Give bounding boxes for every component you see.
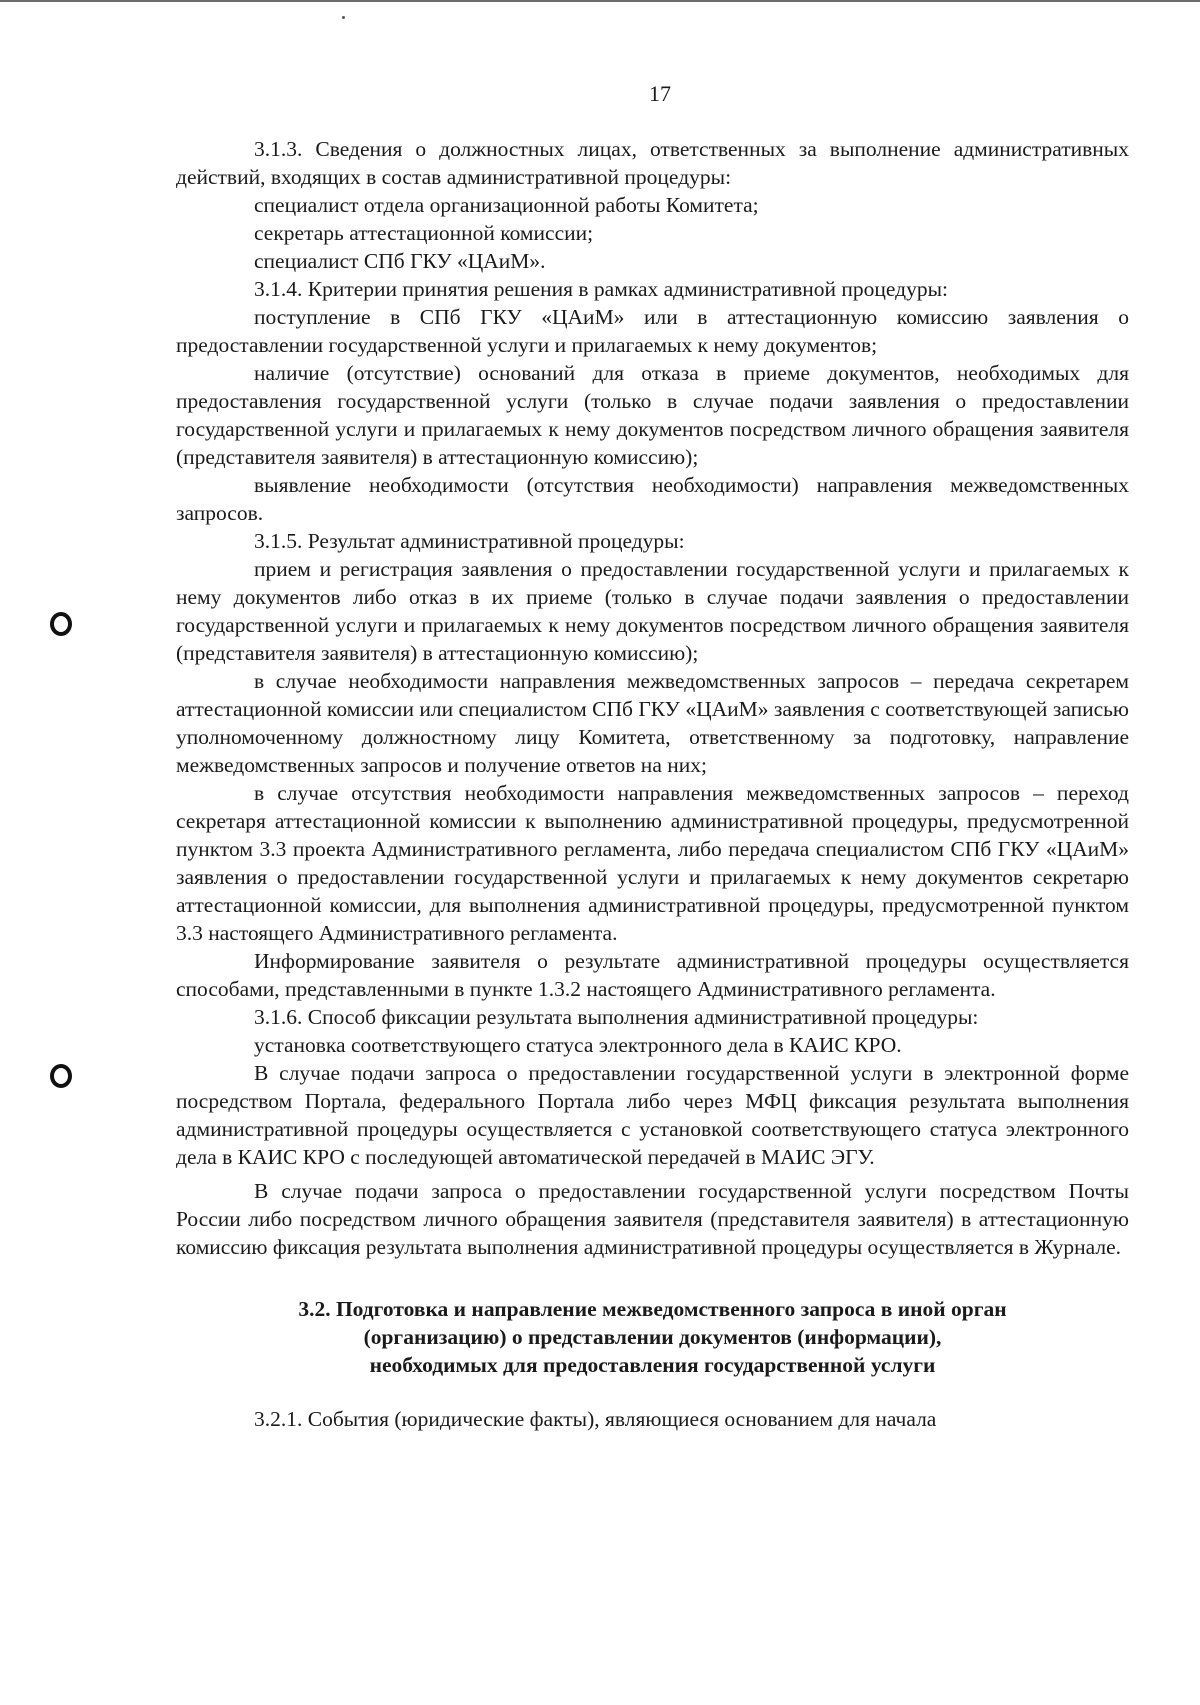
document-body (176, 135, 1129, 1433)
result-registration: прием и регистрация заявления о предоставлении государственной услуги и прилагаемых к нему документов либо отказ в их приеме (только в случае подачи заявления о предоставлении государственной услуги и прилагаемых к нему документов посредством личного обращения заявителя (представителя заявителя) в аттестационную комиссию); (176, 557, 1129, 665)
paragraph-3-1-6: 3.1.6. Способ фиксации результата выполнения административной процедуры: (254, 1005, 979, 1029)
result-requests-needed: в случае необходимости направления межведомственных запросов – передача секретарем аттестационной комиссии или специалистом СПб ГКУ «ЦАиМ» заявления с соответствующей записью уполномоченному должностному лицу Комитета, ответственному за подготовку, направление межведомственных запросов и получение ответов на них; (176, 669, 1129, 777)
section-heading-line: 3.2. Подготовка и направление межведомственного запроса в иной орган (298, 1297, 1007, 1321)
section-heading-3-2 (176, 1295, 1129, 1379)
result-requests-not-needed: в случае отсутствия необходимости направления межведомственных запросов – переход секретаря аттестационной комиссии к выполнению административной процедуры, предусмотренной пунктом 3.3 проекта Административного регламента, либо передача специалистом СПб ГКУ «ЦАиМ» заявления о предоставлении государственной услуги и прилагаемых к нему документов секретарю аттестационной комиссии, для выполнения административной процедуры, предусмотренной пунктом 3.3 настоящего Административного регламента. (176, 781, 1129, 945)
punch-hole-mark (50, 1064, 72, 1088)
scan-top-edge (0, 0, 1200, 2)
list-item-commission-secretary: секретарь аттестационной комиссии; (254, 221, 594, 245)
list-item-specialist-org-dept: специалист отдела организационной работы Комитета; (254, 193, 759, 217)
criterion-receipt: поступление в СПб ГКУ «ЦАиМ» или в аттестационную комиссию заявления о предоставлении государственной услуги и прилагаемых к нему документов; (176, 305, 1129, 357)
criterion-interagency-requests: выявление необходимости (отсутствия необходимости) направления межведомственных запросов. (176, 473, 1129, 525)
paragraph-3-1-5: 3.1.5. Результат административной процедуры: (254, 529, 685, 553)
section-heading-line: (организацию) о представлении документов (информации), (363, 1325, 942, 1349)
paragraph-3-1-4: 3.1.4. Критерии принятия решения в рамках административной процедуры: (254, 277, 948, 301)
criterion-grounds-refusal: наличие (отсутствие) оснований для отказа в приеме документов, необходимых для предоставления государственной услуги (только в случае подачи заявления о предоставлении государственной услуги и прилагаемых к нему документов посредством личного обращения заявителя (представителя заявителя) в аттестационную комиссию); (176, 361, 1129, 469)
page-number: 17 (649, 81, 671, 106)
fixation-status: установка соответствующего статуса электронного дела в КАИС КРО. (254, 1033, 902, 1057)
scan-speck (342, 16, 345, 19)
paragraph-3-1-3: 3.1.3. Сведения о должностных лицах, ответственных за выполнение административных действий, входящих в состав административной процедуры: (176, 137, 1129, 189)
section-heading-line: необходимых для предоставления государственной услуги (369, 1353, 936, 1377)
fixation-electronic: В случае подачи запроса о предоставлении государственной услуги в электронной форме посредством Портала, федерального Портала либо через МФЦ фиксация результата выполнения административной процедуры осуществляется с установкой соответствующего статуса электронного дела в КАИС КРО с последующей автоматической передачей в МАИС ЭГУ. (176, 1061, 1129, 1169)
paragraph-3-2-1: 3.2.1. События (юридические факты), являющиеся основанием для начала (254, 1407, 937, 1431)
fixation-journal: В случае подачи запроса о предоставлении государственной услуги посредством Почты России либо посредством личного обращения заявителя (представителя заявителя) в аттестационную комиссию фиксация результата выполнения административной процедуры осуществляется в Журнале. (176, 1179, 1129, 1259)
list-item-specialist-caim: специалист СПб ГКУ «ЦАиМ». (254, 249, 546, 273)
applicant-informing: Информирование заявителя о результате административной процедуры осуществляется способами, представленными в пункте 1.3.2 настоящего Административного регламента. (176, 949, 1129, 1001)
punch-hole-mark (50, 612, 72, 636)
